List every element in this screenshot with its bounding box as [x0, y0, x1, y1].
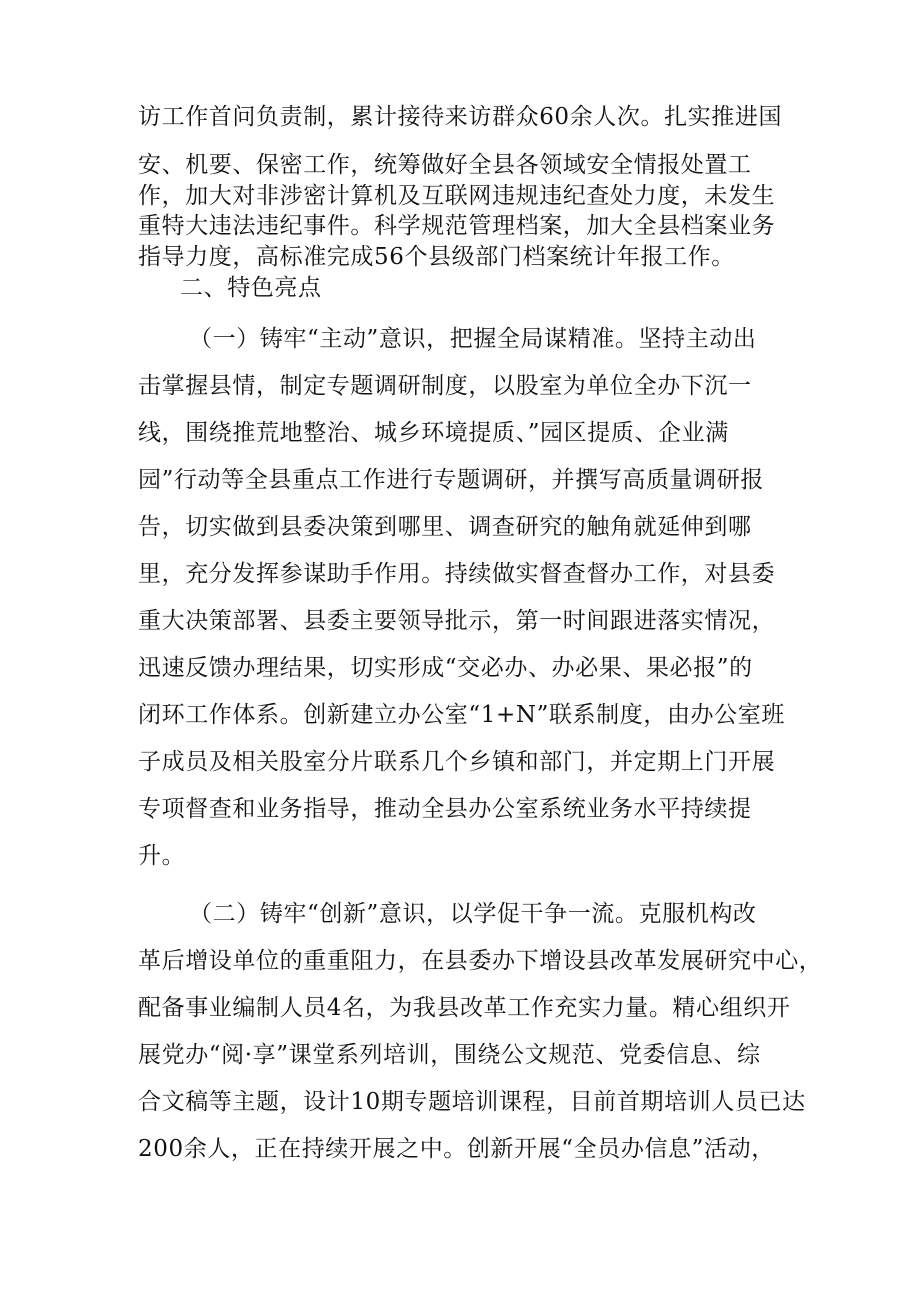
text-line: 重大决策部署、县委主要领导批示，第一时间跟进落实情况， [138, 608, 776, 634]
section-heading: 二、特色亮点 [180, 275, 322, 301]
text-line: 里，充分发挥参谋助手作用。持续做实督查督办工作，对县委 [138, 561, 776, 587]
text-line: 作，加大对非涉密计算机及互联网违规违纪查处力度，未发生 [138, 183, 776, 209]
text-line: 闭环工作体系。创新建立办公室“1+N”联系制度，由办公室班 [138, 702, 785, 728]
text-line: 访工作首问负责制，累计接待来访群众60余人次。扎实推进国 [138, 104, 783, 130]
text-line: 升。 [138, 843, 186, 869]
text-line: （一）铸牢“主动”意识，把握全局谋精准。坚持主动出 [189, 326, 757, 352]
text-line: 合文稿等主题，设计10期专题培训课程，目前首期培训人员已达 [138, 1089, 806, 1115]
text-line: 迅速反馈办理结果，切实形成“交必办、办必果、果必报”的 [138, 655, 753, 681]
text-line: 指导力度，高标准完成56个县级部门档案统计年报工作。 [138, 244, 735, 270]
text-line: 配备事业编制人员4名，为我县改革工作充实力量。精心组织开 [138, 995, 791, 1021]
text-line: 安、机要、保密工作，统筹做好全县各领域安全情报处置工 [138, 152, 752, 178]
text-line: 击掌握县情，制定专题调研制度，以股室为单位全办下沉一 [138, 373, 752, 399]
text-line: 展党办“阅·享”课堂系列培训，围绕公文规范、党委信息、综 [138, 1042, 761, 1068]
text-line: 200余人，正在持续开展之中。创新开展“全员办信息”活动， [138, 1136, 775, 1162]
text-line: 告，切实做到县委决策到哪里、调查研究的触角就延伸到哪 [138, 514, 752, 540]
text-line: 园”行动等全县重点工作进行专题调研，并撰写高质量调研报 [138, 467, 764, 493]
text-line: 专项督查和业务指导，推动全县办公室系统业务水平持续提 [138, 796, 752, 822]
text-line: 线，围绕推荒地整治、城乡环境提质、”园区提质、企业满 [138, 420, 729, 446]
text-line: 革后增设单位的重重阻力，在县委办下增设县改革发展研究中心， [138, 948, 823, 974]
text-line: 重特大违法违纪事件。科学规范管理档案，加大全县档案业务 [138, 213, 776, 239]
text-line: （二）铸牢“创新”意识，以学促干争一流。克服机构改 [189, 901, 757, 927]
text-line: 子成员及相关股室分片联系几个乡镇和部门，并定期上门开展 [138, 749, 776, 775]
